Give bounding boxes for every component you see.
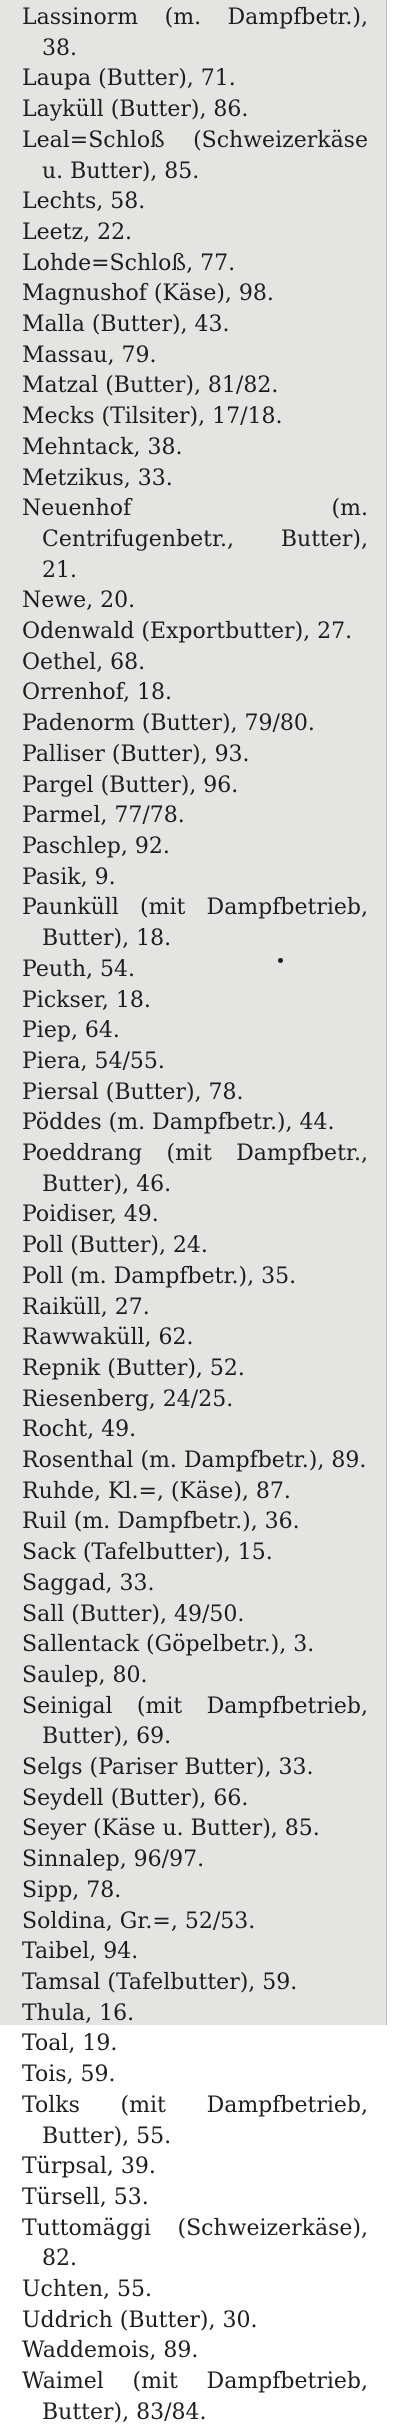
list-item: Paschlep, 92.: [22, 833, 170, 859]
list-item: Tois, 59.: [22, 2062, 116, 2088]
list-item: Raiküll, 27.: [22, 1294, 150, 1320]
list-item: Seydell (Butter), 66.: [22, 1785, 249, 1811]
list-item: Türpsal, 39.: [22, 2154, 156, 2180]
list-item: Leal=Schloß (Schweizerkäse u. Butter), 85.: [22, 127, 368, 184]
list-item: Pasik, 9.: [22, 864, 116, 890]
list-item: Laupa (Butter), 71.: [22, 66, 236, 92]
list-item: Palliser (Butter), 93.: [22, 741, 250, 767]
list-item: Padenorm (Butter), 79/80.: [22, 711, 315, 737]
list-item: Poeddrang (mit Dampfbetr., Butter), 46.: [22, 1141, 368, 1197]
list-item: Poll (m. Dampfbetr.), 35.: [22, 1263, 297, 1289]
list-item: Sinnalep, 96/97.: [22, 1847, 205, 1873]
list-item: Taibel, 94.: [22, 1939, 139, 1965]
list-item: Rawwaküll, 62.: [22, 1325, 194, 1351]
list-item: Tolks (mit Dampfbetrieb, Butter), 55.: [22, 2092, 368, 2149]
ink-speck: [278, 958, 283, 963]
list-item: Seinigal (mit Dampfbetrieb, Butter), 69.: [22, 1693, 368, 1750]
list-item: Riesenberg, 24/25.: [22, 1386, 234, 1412]
list-item: Odenwald (Exportbutter), 27.: [22, 619, 353, 645]
list-item: Paunküll (mit Dampfbetrieb, Butter), 18.: [22, 895, 368, 952]
list-item: Ruhde, Kl.=, (Käse), 87.: [22, 1478, 291, 1504]
list-item: Metzikus, 33.: [22, 465, 173, 491]
list-item: Toal, 19.: [22, 2031, 118, 2057]
list-item: Uchten, 55.: [22, 2277, 153, 2303]
list-item: Uddrich (Butter), 30.: [22, 2307, 258, 2333]
list-item: Piersal (Butter), 78.: [22, 1079, 244, 1105]
list-item: Repnik (Butter), 52.: [22, 1355, 245, 1381]
list-item: Neuenhof (m. Centrifugenbetr., Butter), 21.: [22, 496, 368, 583]
list-item: Oethel, 68.: [22, 649, 146, 675]
list-item: Sipp, 78.: [22, 1877, 122, 1903]
list-item: Sall (Butter), 49/50.: [22, 1601, 245, 1627]
list-item: Lohde=Schloß, 77.: [22, 250, 236, 276]
list-item: Waimel (mit Dampfbetrieb, Butter), 83/84.: [22, 2369, 368, 2425]
list-item: Lechts, 58.: [22, 189, 146, 215]
list-item: Parmel, 77/78.: [22, 803, 185, 829]
list-item: Piep, 64.: [22, 1018, 120, 1044]
list-item: Pickser, 18.: [22, 987, 151, 1013]
list-item: Mecks (Tilsiter), 17/18.: [22, 404, 283, 430]
list-item: Thula, 16.: [22, 2000, 135, 2026]
list-item: Orrenhof, 18.: [22, 680, 173, 706]
list-item: Waddemois, 89.: [22, 2338, 199, 2364]
list-item: Türsell, 53.: [22, 2184, 149, 2210]
list-item: Matzal (Butter), 81/82.: [22, 373, 279, 399]
list-item: Malla (Butter), 43.: [22, 312, 230, 338]
list-item: Poll (Butter), 24.: [22, 1233, 208, 1259]
list-item: Tuttomäggi (Schweizerkäse), 82.: [22, 2215, 368, 2272]
list-item: Rocht, 49.: [22, 1417, 137, 1443]
list-item: Piera, 54/55.: [22, 1048, 165, 1074]
list-item: Magnushof (Käse), 98.: [22, 281, 274, 307]
list-item: Leetz, 22.: [22, 219, 133, 245]
list-item: Rosenthal (m. Dampfbetr.), 89.: [22, 1448, 367, 1474]
list-item: Newe, 20.: [22, 588, 136, 614]
list-item: Soldina, Gr.=, 52/53.: [22, 1908, 256, 1934]
list-item: Sallentack (Göpelbetr.), 3.: [22, 1632, 315, 1658]
list-item: Selgs (Pariser Butter), 33.: [22, 1755, 314, 1781]
list-item: Saggad, 33.: [22, 1570, 155, 1596]
list-item: Sack (Tafelbutter), 15.: [22, 1540, 273, 1566]
list-item: Mehntack, 38.: [22, 434, 183, 460]
list-item: Pargel (Butter), 96.: [22, 772, 239, 798]
list-item: Massau, 79.: [22, 342, 157, 368]
list-item: Seyer (Käse u. Butter), 85.: [22, 1816, 320, 1842]
list-item: Saulep, 80.: [22, 1662, 148, 1688]
list-item: Ruil (m. Dampfbetr.), 36.: [22, 1509, 300, 1535]
list-item: Poidiser, 49.: [22, 1202, 159, 1228]
index-list: [22, 3, 368, 2429]
list-item: Pöddes (m. Dampfbetr.), 44.: [22, 1110, 335, 1136]
list-item: Lassinorm (m. Dampfbetr.), 38.: [22, 5, 368, 61]
list-item: Peuth, 54.: [22, 956, 135, 982]
list-item: Tamsal (Tafelbutter), 59.: [22, 1970, 298, 1995]
list-item: Layküll (Butter), 86.: [22, 97, 249, 123]
